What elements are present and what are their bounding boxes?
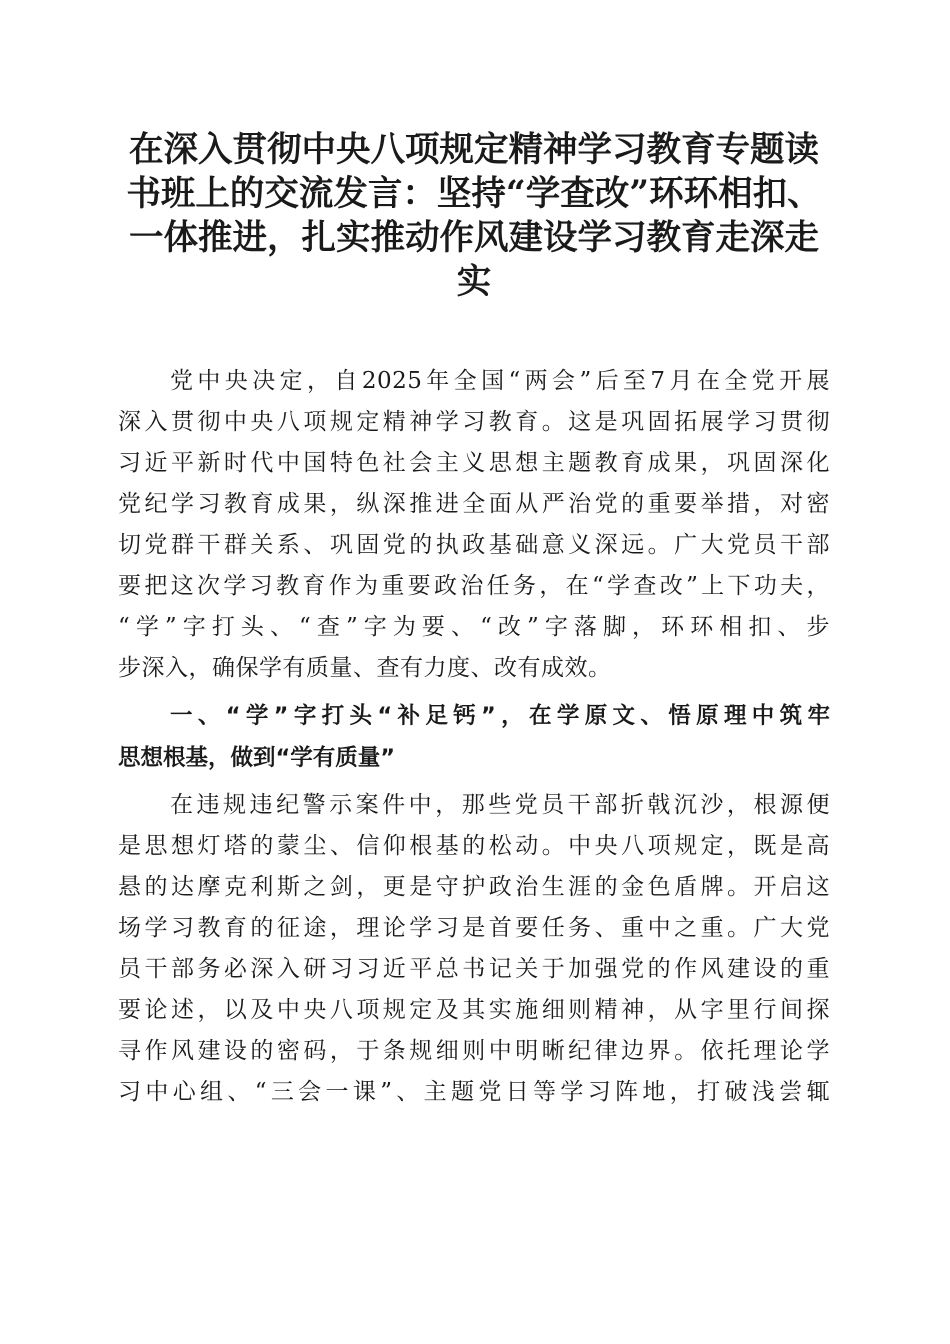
title-line: 在深入贯彻中央八项规定精神学习教育专题读 [129,130,819,170]
title-line: 实 [456,262,492,302]
document-title [118,128,830,304]
paragraph-line: 党纪学习教育成果，纵深推进全面从严治党的重要举措，对密 [118,491,830,517]
title-line: 书班上的交流发言：坚持“学查改”环环相扣、 [126,174,822,214]
paragraph-line: 习近平新时代中国特色社会主义思想主题教育成果，巩固深化 [118,450,830,476]
paragraph-line: 是思想灯塔的蒙尘、信仰根基的松动。中央八项规定，既是高 [118,833,830,859]
paragraph-line: 场学习教育的征途，理论学习是首要任务、重中之重。广大党 [118,915,830,941]
section-heading [118,695,830,779]
paragraph-line: 切党群干群关系、巩固党的执政基础意义深远。广大党员干部 [118,532,830,558]
paragraph-line: 在违规违纪警示案件中，那些党员干部折戟沉沙，根源便 [170,792,830,818]
paragraph-line: 悬的达摩克利斯之剑，更是守护政治生涯的金色盾牌。开启这 [118,874,830,900]
paragraph-line: 习中心组、“三会一课”、主题党日等学习阵地，打破浅尝辄 [118,1079,830,1105]
paragraph-line: 党中央决定，自2025年全国“两会”后至7月在全党开展 [170,368,830,394]
heading-line: 一、“学”字打头“补足钙”，在学原文、悟原理中筑牢 [170,703,830,729]
heading-line: 思想根基，做到“学有质量” [118,745,396,771]
paragraph-line: 寻作风建设的密码，于条规细则中明晰纪律边界。依托理论学 [118,1038,830,1064]
paragraph-line: 深入贯彻中央八项规定精神学习教育。这是巩固拓展学习贯彻 [118,409,830,435]
document-page [118,128,830,1113]
paragraph-line: 员干部务必深入研习习近平总书记关于加强党的作风建设的重 [118,956,830,982]
section-body-paragraph [118,785,830,1113]
paragraph-line: 要论述，以及中央八项规定及其实施细则精神，从字里行间探 [118,997,830,1023]
intro-paragraph [118,361,830,689]
title-line: 一体推进，扎实推动作风建设学习教育走深走 [129,218,819,258]
paragraph-line: “学”字打头、“查”字为要、“改”字落脚，环环相扣、步 [118,614,830,640]
paragraph-line: 要把这次学习教育作为重要政治任务，在“学查改”上下功夫， [118,573,830,599]
paragraph-line: 步深入，确保学有质量、查有力度、改有成效。 [118,655,612,681]
